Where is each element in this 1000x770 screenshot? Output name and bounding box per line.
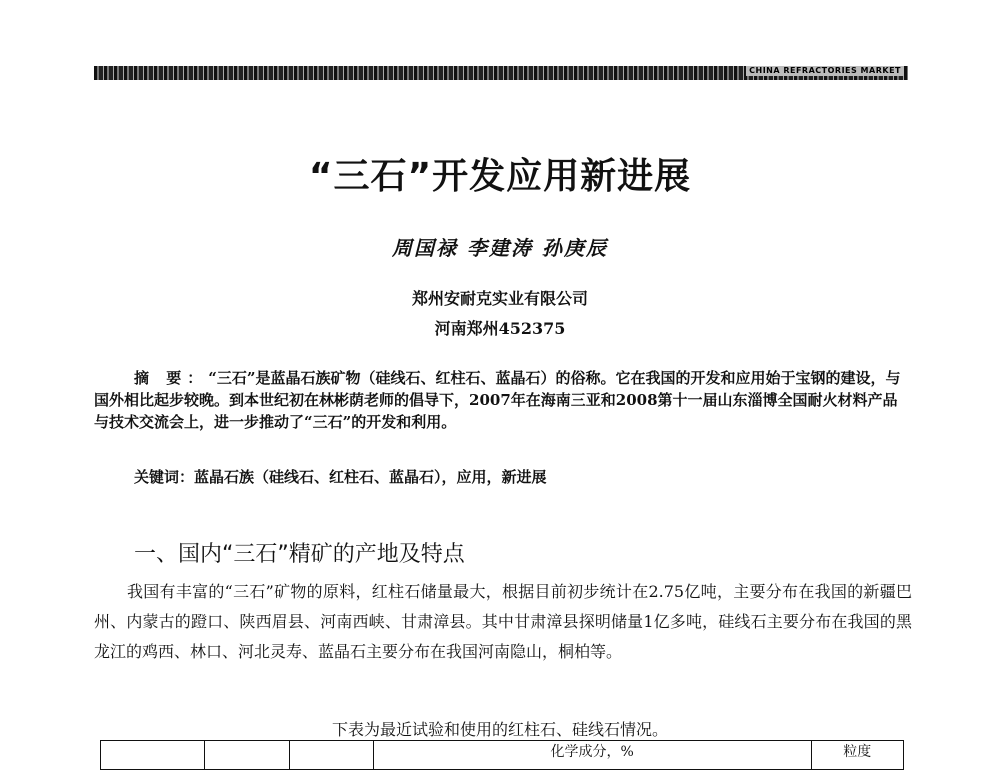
keywords-text: 蓝晶石族（硅线石、红柱石、蓝晶石），应用，新进展 — [194, 468, 547, 486]
abstract — [94, 367, 912, 433]
table-header-cell — [289, 741, 373, 770]
article-title: “三石”开发应用新进展 — [308, 156, 692, 197]
table-header-chemistry: 化学成分，% — [373, 741, 811, 770]
table-header-cell — [101, 741, 205, 770]
table-header-granularity: 粒度 — [811, 741, 903, 770]
keywords-label: 关键词： — [134, 468, 195, 486]
journal-name: CHINA REFRACTORIES MARKET — [746, 66, 904, 76]
minerals-table — [100, 740, 904, 770]
affiliation-company: 郑州安耐克实业有限公司 — [411, 289, 588, 308]
table-header-cell — [205, 741, 289, 770]
abstract-label: 摘 要： — [134, 369, 209, 387]
authors: 周国禄 李建涛 孙庚辰 — [392, 236, 608, 260]
section-heading: 一、国内“三石”精矿的产地及特点 — [134, 542, 465, 567]
table-caption: 下表为最近试验和使用的红柱石、硅线石情况。 — [331, 720, 668, 739]
keywords — [134, 466, 914, 487]
table-header-row — [101, 741, 904, 770]
journal-header-band — [94, 66, 908, 80]
affiliation-location: 河南郑州452375 — [434, 319, 566, 338]
body-paragraph: 我国有丰富的“三石”矿物的原料，红柱石储量最大，根据目前初步统计在2.75亿吨，主要分布在我国的新疆巴州、内蒙古的蹬口、陕西眉县、河南西峡、甘肃漳县。其中甘肃漳县探明储量1亿多吨，硅线石主要分布在我国的黑龙江的鸡西、林口、河北灵寿、蓝晶石主要分布在我国河南隐山，桐柏等。 — [94, 582, 912, 661]
abstract-text: “三石”是蓝晶石族矿物（硅线石、红柱石、蓝晶石）的俗称。它在我国的开发和应用始于宝钢的建设，与国外相比起步较晚。到本世纪初在林彬荫老师的倡导下，2007年在海南三亚和2008第十一届山东淄博全国耐火材料产品与技术交流会上，进一步推动了“三石”的开发和利用。 — [94, 369, 901, 431]
